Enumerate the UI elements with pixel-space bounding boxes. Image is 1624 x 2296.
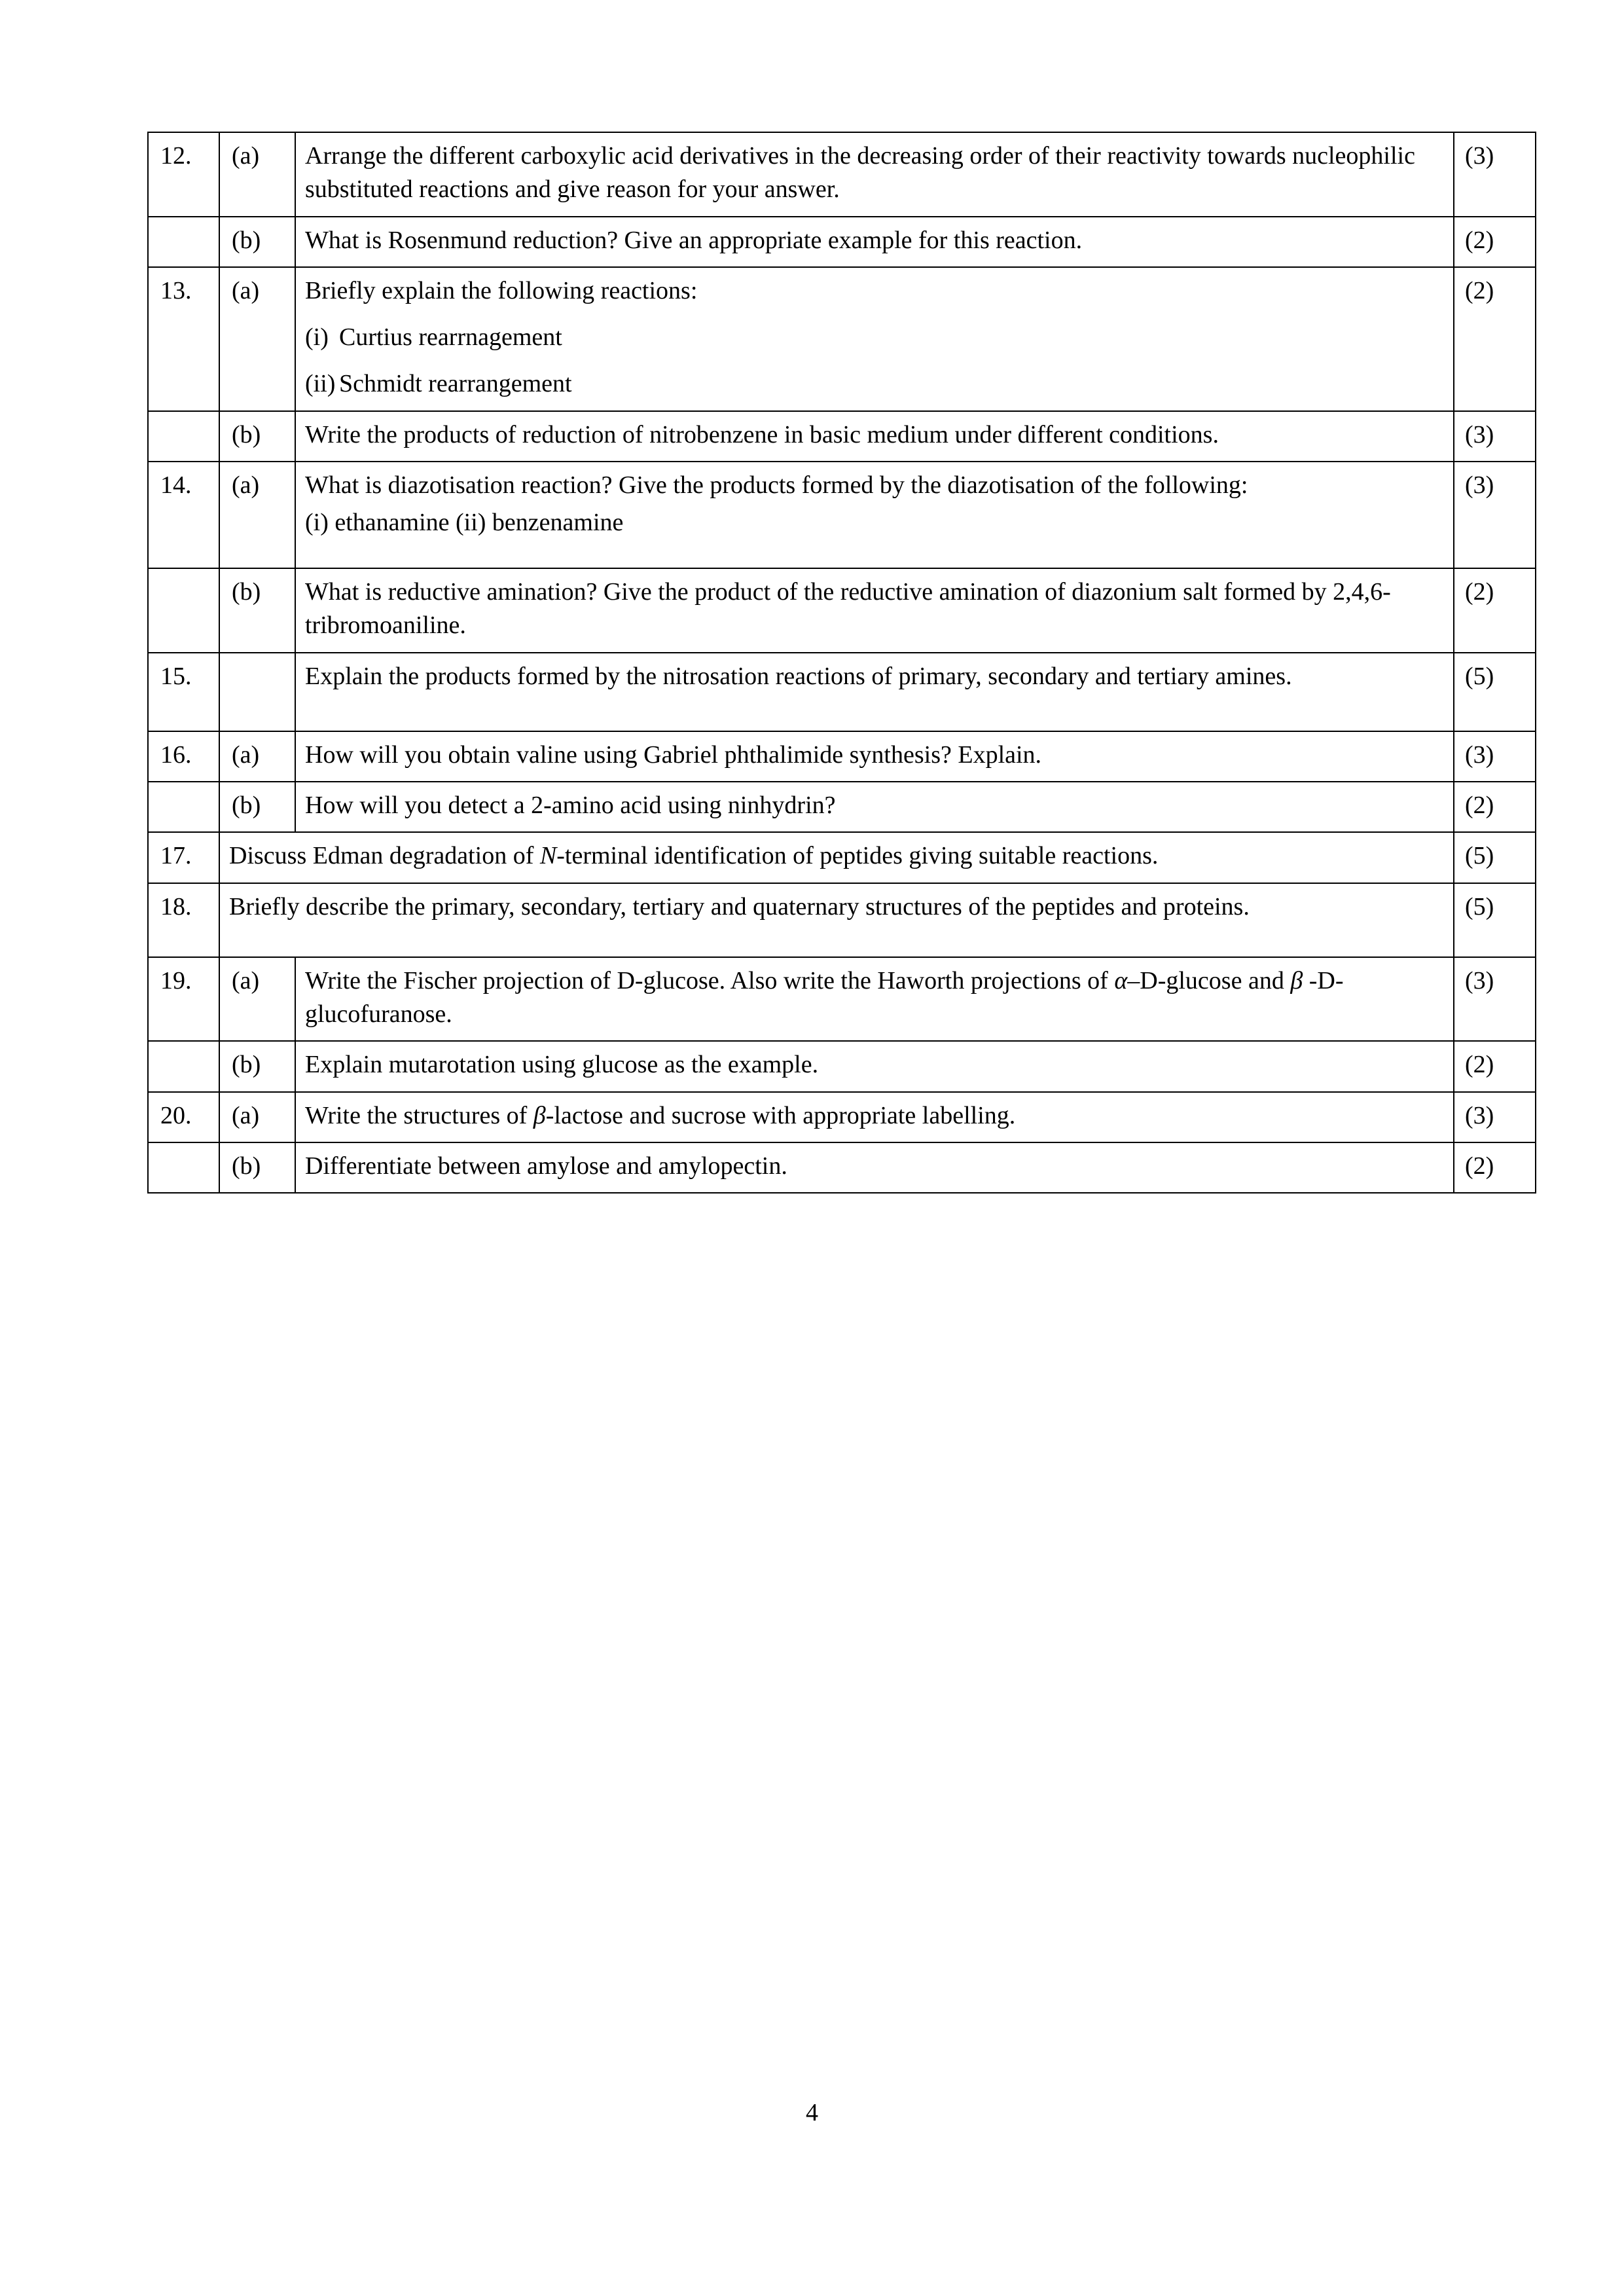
question-text-segment: –D-glucose and: [1127, 966, 1291, 994]
question-part: (b): [219, 568, 295, 653]
table-row: [148, 1092, 1536, 1142]
question-text: How will you obtain valine using Gabriel phthalimide synthesis? Explain.: [295, 731, 1454, 782]
greek-beta-symbol: β: [1290, 966, 1303, 994]
table-row: [148, 132, 1536, 217]
question-part: (a): [219, 1092, 295, 1142]
questions-table: [147, 132, 1536, 1194]
question-part: (a): [219, 462, 295, 568]
question-marks: (5): [1454, 653, 1536, 731]
sub-item-label: (ii): [305, 370, 336, 398]
question-stem: Briefly explain the following reactions:: [305, 276, 698, 304]
question-number: 17.: [148, 832, 219, 883]
question-number: [148, 1142, 219, 1193]
question-text-segment: -lactose and sucrose with appropriate labelling.: [545, 1101, 1016, 1129]
question-number: [148, 217, 219, 267]
question-marks: (3): [1454, 132, 1536, 217]
question-text: Differentiate between amylose and amylopectin.: [295, 1142, 1454, 1193]
question-part: [219, 653, 295, 731]
table-row: [148, 653, 1536, 731]
question-marks: (2): [1454, 267, 1536, 411]
sub-item-text: Curtius rearrnagement: [339, 323, 562, 352]
question-part: (b): [219, 1041, 295, 1091]
question-text: [219, 832, 1454, 883]
question-text: [295, 1092, 1454, 1142]
question-number: 12.: [148, 132, 219, 217]
question-number: 13.: [148, 267, 219, 411]
question-part: (b): [219, 217, 295, 267]
table-row: [148, 1142, 1536, 1193]
question-text-segment: -D-glucofuranose.: [305, 966, 1344, 1028]
question-number: [148, 411, 219, 462]
question-number: [148, 568, 219, 653]
table-row: [148, 883, 1536, 957]
question-marks: (2): [1454, 217, 1536, 267]
question-sub-item: (i) ethanamine (ii) benzenamine: [305, 509, 624, 537]
question-marks: (2): [1454, 568, 1536, 653]
question-marks: (2): [1454, 1142, 1536, 1193]
question-text-suffix: -terminal identification of peptides giving suitable reactions.: [556, 842, 1159, 870]
question-marks: (2): [1454, 782, 1536, 832]
question-text: Explain the products formed by the nitrosation reactions of primary, secondary and tertiary amines.: [295, 653, 1454, 731]
table-row: [148, 957, 1536, 1042]
question-sub-item: [305, 367, 1444, 401]
question-number: 14.: [148, 462, 219, 568]
question-marks: (3): [1454, 462, 1536, 568]
table-row: [148, 832, 1536, 883]
sub-item-label: (i): [305, 323, 329, 352]
page-number: 4: [806, 2099, 818, 2126]
question-part: (a): [219, 132, 295, 217]
question-text-segment: Write the Fischer projection of D-glucose. Also write the Haworth projections of: [305, 966, 1115, 994]
question-number: 16.: [148, 731, 219, 782]
question-text: What is Rosenmund reduction? Give an appropriate example for this reaction.: [295, 217, 1454, 267]
question-part: (a): [219, 267, 295, 411]
question-text: How will you detect a 2-amino acid using ninhydrin?: [295, 782, 1454, 832]
table-row: [148, 568, 1536, 653]
question-marks: (3): [1454, 957, 1536, 1042]
question-number: 18.: [148, 883, 219, 957]
question-marks: (3): [1454, 731, 1536, 782]
question-part: (a): [219, 731, 295, 782]
question-number: [148, 1041, 219, 1091]
question-stem: What is diazotisation reaction? Give the products formed by the diazotisation of the following:: [305, 471, 1248, 500]
question-sub-item: [305, 321, 1444, 354]
sub-item-text: Schmidt rearrangement: [339, 370, 572, 398]
question-text-prefix: Discuss Edman degradation of: [229, 842, 540, 870]
question-part: (b): [219, 782, 295, 832]
question-text: Arrange the different carboxylic acid derivatives in the decreasing order of their reactivity towards nucleophilic substituted reactions and give reason for your answer.: [295, 132, 1454, 217]
question-text: [295, 267, 1454, 411]
table-row: [148, 462, 1536, 568]
question-text: Write the products of reduction of nitrobenzene in basic medium under different conditions.: [295, 411, 1454, 462]
question-number: [148, 782, 219, 832]
greek-alpha-symbol: α: [1114, 966, 1128, 994]
question-marks: (3): [1454, 1092, 1536, 1142]
questions-table-body: [148, 132, 1536, 1193]
greek-beta-symbol: β: [533, 1101, 546, 1129]
question-part: (b): [219, 411, 295, 462]
question-part: (b): [219, 1142, 295, 1193]
question-marks: (2): [1454, 1041, 1536, 1091]
table-row: [148, 411, 1536, 462]
question-text: Briefly describe the primary, secondary, tertiary and quaternary structures of the peptides and proteins.: [219, 883, 1454, 957]
question-text-segment: Write the structures of: [305, 1101, 533, 1129]
question-text: What is reductive amination? Give the product of the reductive amination of diazonium salt formed by 2,4,6-tribromoaniline.: [295, 568, 1454, 653]
question-text: [295, 957, 1454, 1042]
question-part: (a): [219, 957, 295, 1042]
question-text: Explain mutarotation using glucose as the example.: [295, 1041, 1454, 1091]
question-marks: (5): [1454, 832, 1536, 883]
question-marks: (5): [1454, 883, 1536, 957]
question-marks: (3): [1454, 411, 1536, 462]
table-row: [148, 731, 1536, 782]
question-number: 19.: [148, 957, 219, 1042]
table-row: [148, 217, 1536, 267]
question-number: 20.: [148, 1092, 219, 1142]
question-text: [295, 462, 1454, 568]
question-text-italic: N: [539, 842, 557, 870]
question-number: 15.: [148, 653, 219, 731]
table-row: [148, 267, 1536, 411]
table-row: [148, 782, 1536, 832]
table-row: [148, 1041, 1536, 1091]
